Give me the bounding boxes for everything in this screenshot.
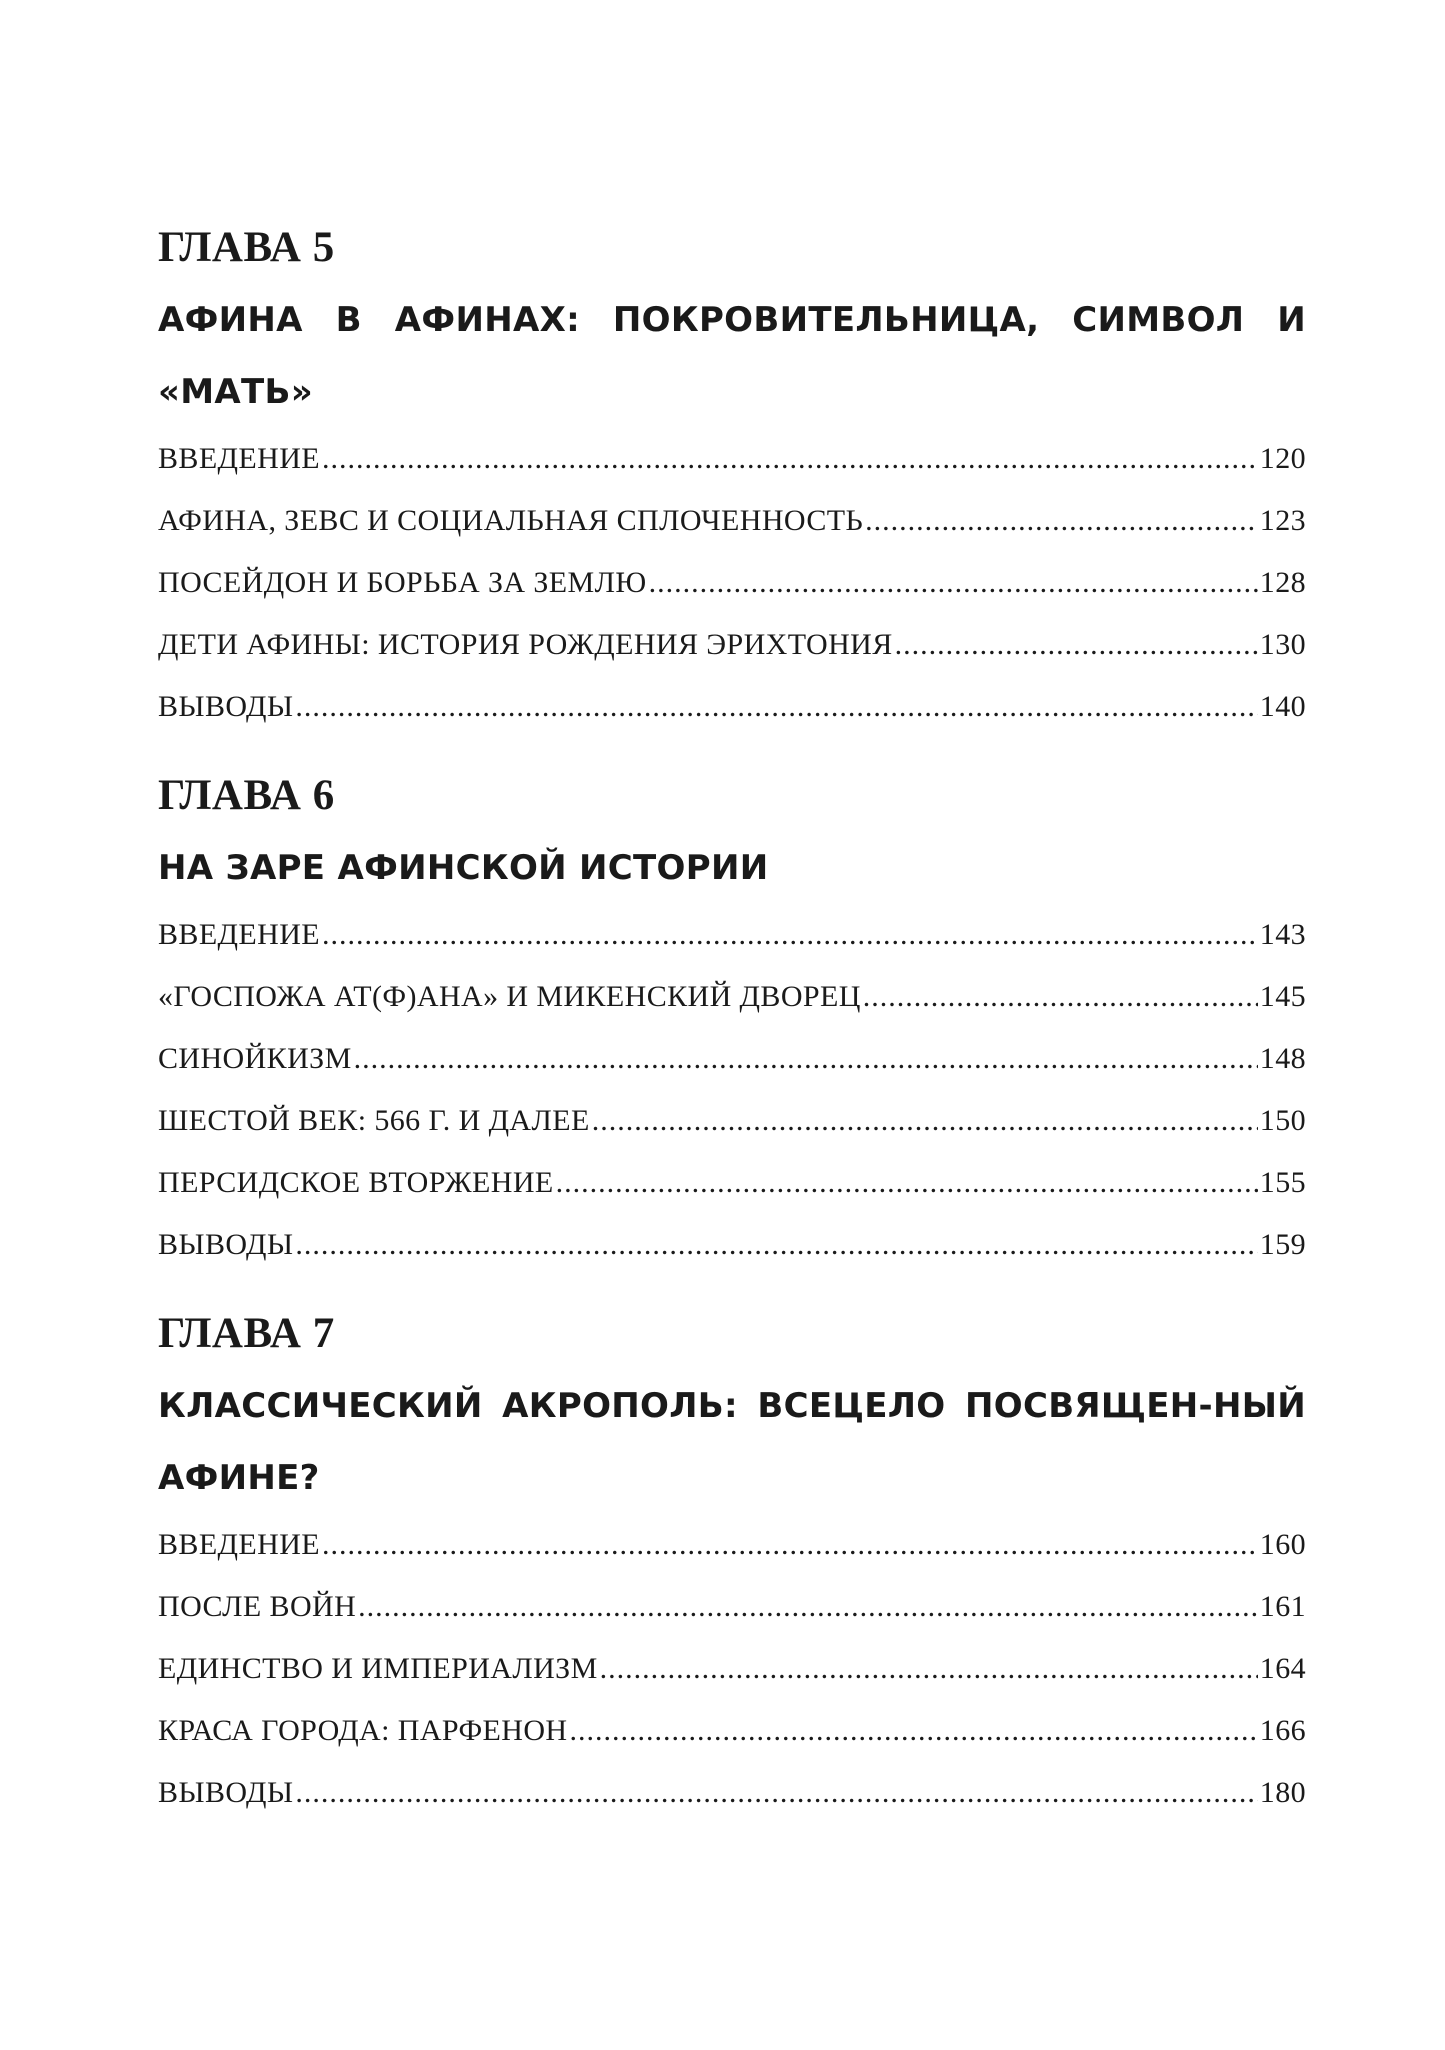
- toc-entry-label: ВЫВОДЫ: [158, 1228, 294, 1261]
- toc-entry-label: ВВЕДЕНИЕ: [158, 442, 320, 475]
- toc-entry[interactable]: [158, 1214, 1306, 1276]
- toc-entry[interactable]: [158, 1028, 1306, 1090]
- dot-leader: [322, 428, 1258, 490]
- toc-entry-page: 143: [1259, 918, 1306, 951]
- dot-leader: [322, 904, 1258, 966]
- toc-entry-page: 128: [1259, 566, 1306, 599]
- toc-entry-label: СИНОЙКИЗМ: [158, 1042, 352, 1075]
- chapter-7: [158, 1298, 1306, 1824]
- toc-entry-label: ЕДИНСТВО И ИМПЕРИАЛИЗМ: [158, 1652, 598, 1685]
- toc-entry-page: 164: [1259, 1652, 1306, 1685]
- chapter-spacer: [158, 1276, 1306, 1298]
- dot-leader: [295, 1762, 1257, 1824]
- toc-entry[interactable]: [158, 428, 1306, 490]
- chapter-entries: [158, 1514, 1306, 1824]
- toc-entry[interactable]: [158, 966, 1306, 1028]
- toc-entry[interactable]: [158, 1700, 1306, 1762]
- chapter-spacer: [158, 738, 1306, 760]
- toc-entry-page: 160: [1259, 1528, 1306, 1561]
- chapter-title: АФИНА В АФИНАХ: ПОКРОВИТЕЛЬНИЦА, СИМВОЛ И «МАТЬ»: [158, 300, 1306, 412]
- dot-leader: [322, 1514, 1258, 1576]
- toc-entry[interactable]: [158, 1514, 1306, 1576]
- dot-leader: [358, 1576, 1258, 1638]
- table-of-contents: [158, 212, 1306, 1824]
- dot-leader: [295, 676, 1257, 738]
- toc-entry-page: 161: [1259, 1590, 1306, 1623]
- toc-entry[interactable]: [158, 1090, 1306, 1152]
- toc-entry[interactable]: [158, 552, 1306, 614]
- chapter-entries: [158, 428, 1306, 738]
- toc-entry-label: АФИНА, ЗЕВС И СОЦИАЛЬНАЯ СПЛОЧЕННОСТЬ: [158, 504, 864, 537]
- toc-entry[interactable]: [158, 1152, 1306, 1214]
- dot-leader: [295, 1214, 1257, 1276]
- toc-entry-label: ВВЕДЕНИЕ: [158, 918, 320, 951]
- toc-entry-page: 140: [1259, 690, 1306, 723]
- toc-entry[interactable]: [158, 490, 1306, 552]
- chapter-title: НА ЗАРЕ АФИНСКОЙ ИСТОРИИ: [158, 848, 769, 888]
- dot-leader: [592, 1090, 1258, 1152]
- dot-leader: [649, 552, 1258, 614]
- chapter-label: ГЛАВА 7: [158, 1310, 335, 1357]
- chapter-5: [158, 212, 1306, 738]
- toc-entry-page: 145: [1259, 980, 1306, 1013]
- chapter-entries: [158, 904, 1306, 1276]
- toc-entry-page: 180: [1259, 1776, 1306, 1809]
- toc-entry-label: ВЫВОДЫ: [158, 690, 294, 723]
- toc-entry-page: 166: [1259, 1714, 1306, 1747]
- toc-entry-label: ВЫВОДЫ: [158, 1776, 294, 1809]
- toc-entry-label: «ГОСПОЖА АТ(Ф)АНА» И МИКЕНСКИЙ ДВОРЕЦ: [158, 980, 861, 1013]
- dot-leader: [863, 966, 1258, 1028]
- chapter-label: ГЛАВА 5: [158, 224, 335, 271]
- chapter-6: [158, 760, 1306, 1276]
- toc-entry-page: 148: [1259, 1042, 1306, 1075]
- toc-entry-label: ПЕРСИДСКОЕ ВТОРЖЕНИЕ: [158, 1166, 554, 1199]
- toc-entry-page: 120: [1259, 442, 1306, 475]
- toc-entry-label: ПОСЕЙДОН И БОРЬБА ЗА ЗЕМЛЮ: [158, 566, 647, 599]
- toc-entry[interactable]: [158, 1576, 1306, 1638]
- toc-entry-page: 159: [1259, 1228, 1306, 1261]
- dot-leader: [354, 1028, 1258, 1090]
- dot-leader: [600, 1638, 1258, 1700]
- toc-entry-page: 150: [1259, 1104, 1306, 1137]
- toc-entry[interactable]: [158, 614, 1306, 676]
- toc-entry[interactable]: [158, 1762, 1306, 1824]
- toc-entry-label: ПОСЛЕ ВОЙН: [158, 1590, 357, 1623]
- dot-leader: [569, 1700, 1257, 1762]
- toc-entry-page: 130: [1259, 628, 1306, 661]
- toc-entry-page: 123: [1259, 504, 1306, 537]
- dot-leader: [865, 490, 1258, 552]
- toc-entry-label: КРАСА ГОРОДА: ПАРФЕНОН: [158, 1714, 568, 1747]
- toc-entry-label: ДЕТИ АФИНЫ: ИСТОРИЯ РОЖДЕНИЯ ЭРИХТОНИЯ: [158, 628, 893, 661]
- toc-entry[interactable]: [158, 1638, 1306, 1700]
- chapter-label: ГЛАВА 6: [158, 772, 335, 819]
- toc-entry-page: 155: [1259, 1166, 1306, 1199]
- dot-leader: [556, 1152, 1258, 1214]
- toc-entry-label: ШЕСТОЙ ВЕК: 566 Г. И ДАЛЕЕ: [158, 1104, 590, 1137]
- chapter-title: КЛАССИЧЕСКИЙ АКРОПОЛЬ: ВСЕЦЕЛО ПОСВЯЩЕН-НЫЙ АФИНЕ?: [158, 1386, 1306, 1498]
- toc-entry-label: ВВЕДЕНИЕ: [158, 1528, 320, 1561]
- toc-entry[interactable]: [158, 676, 1306, 738]
- dot-leader: [895, 614, 1258, 676]
- toc-entry[interactable]: [158, 904, 1306, 966]
